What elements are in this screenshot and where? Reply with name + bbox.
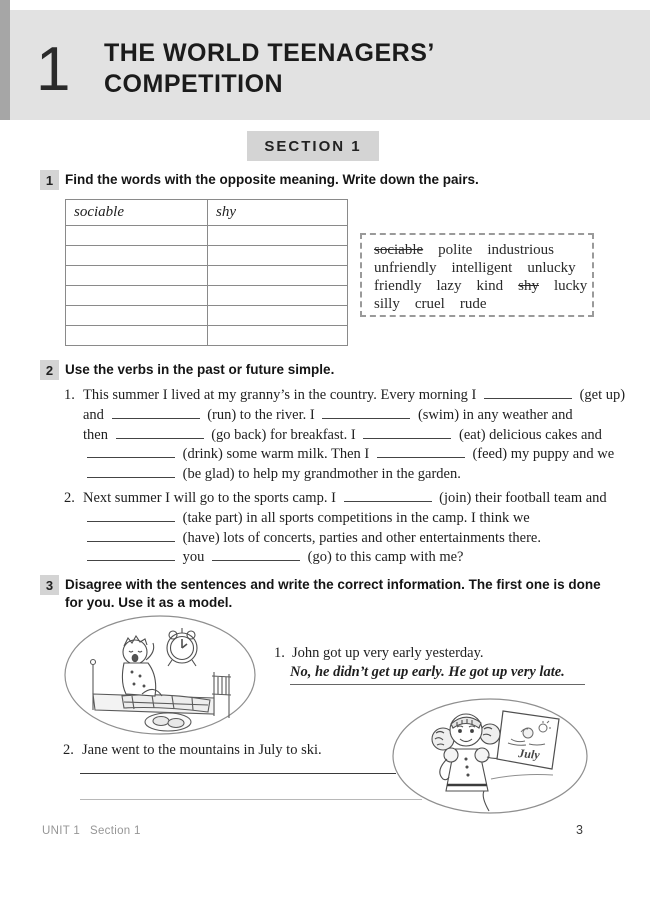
item-number: 1. [64,387,75,403]
word-bank-word: unlucky [527,260,576,276]
fill-in-blank [377,445,465,458]
exercise2-items [64,386,626,572]
section-heading: SECTION 1 [247,131,379,161]
exercise2-number-chip: 2 [40,360,59,380]
table-row [66,286,348,306]
word-bank-word: silly [374,296,400,312]
fill-in-blank [363,426,451,439]
word-bank-word: polite [438,242,473,258]
table-header-cell: sociable [66,200,208,226]
exercise2-item [64,386,626,485]
word-bank-line [374,259,580,277]
fill-in-blank [484,386,572,399]
girl-calendar-illustration [391,697,590,816]
exercise2-item [64,489,609,568]
table-empty-cell [66,226,208,246]
table-empty-cell [66,286,208,306]
table-empty-cell [208,226,348,246]
table-empty-cell [208,266,348,286]
exercise3-item2-number: 2. [63,742,74,758]
item-lines [83,489,609,568]
exercise3-number-chip: 3 [40,575,59,595]
page-number: 3 [576,823,583,837]
answer-line-1 [80,773,396,774]
table-empty-cell [66,306,208,326]
word-bank-line [374,295,580,313]
page-edge-strip [0,0,10,120]
answer-line-2 [80,799,422,800]
fill-in-blank [116,426,204,439]
exercise3-item1-number: 1. [274,645,285,661]
exercise1-number-chip: 1 [40,170,59,190]
boy-waking-svg [62,614,258,737]
word-bank-word: friendly [374,278,422,294]
item-lines [83,386,625,485]
unit-number: 1 [36,35,69,104]
sentence-line: (be glad) to help my grandmother in the garden. [83,465,625,485]
word-bank-word: lazy [436,278,462,294]
table-header-cell: shy [208,200,348,226]
fill-in-blank [87,445,175,458]
word-bank-word: rude [459,296,487,312]
fill-in-blank [322,406,410,419]
sentence-line: Next summer I will go to the sports camp. I (join) their football team and [83,489,607,506]
exercise3-item2-sentence: Jane went to the mountains in July to ski. [82,742,322,758]
calendar-page [497,711,559,769]
sentence-line: then (go back) for breakfast. I (eat) delicious cakes and [83,426,602,443]
fill-in-blank [112,406,200,419]
word-bank-word: lucky [553,278,588,294]
sentence-line: This summer I lived at my granny’s in the country. Every morning I (get up) [83,387,626,403]
unit-title-line1: THE WORLD TEENAGERS’ [104,39,435,67]
slippers [145,713,191,731]
table-empty-cell [208,246,348,266]
table-row [66,306,348,326]
table-empty-cell [208,286,348,306]
fill-in-blank [87,509,175,522]
unit-title [104,38,435,100]
table-row [66,246,348,266]
sentence-line: (have) lots of concerts, parties and other entertainments there. [83,529,609,549]
table-row [66,266,348,286]
opposites-table [65,199,348,346]
bed [91,660,232,719]
alarm-clock [167,628,197,666]
word-bank-box [360,233,594,317]
table-empty-cell [66,266,208,286]
calendar-month-label: July [517,746,541,762]
table-empty-cell [66,246,208,266]
girl-calendar-svg [391,697,590,816]
table-row [66,326,348,346]
word-bank-word: intelligent [451,260,513,276]
word-bank-line [374,241,580,259]
sentence-line: (drink) some warm milk. Then I (feed) my puppy and we [83,445,625,465]
sentence-line: and (run) to the river. I (swim) in any weather and [83,406,573,423]
word-bank-word: cruel [414,296,445,312]
exercise3-item1-answer: No, he didn’t get up early. He got up very late. [290,664,585,685]
boy-waking-illustration [62,614,258,737]
word-bank-word: unfriendly [374,260,437,276]
word-bank-word: industrious [487,242,555,258]
fill-in-blank [212,548,300,561]
girl [432,714,511,811]
exercise3-item1-sentence: John got up very early yesterday. [292,645,484,661]
word-bank-word: shy [518,278,539,294]
item-number: 2. [64,489,75,506]
table-row [66,226,348,246]
footer-unit-label: UNIT 1 [42,825,81,837]
table-header-row [66,200,348,226]
boy [122,636,162,696]
exercise3-task: Disagree with the sentences and write the correct information. The first one is done for you. Use it as a model. [65,577,601,610]
word-bank-line [374,277,588,295]
footer-breadcrumb [42,825,141,837]
table-empty-cell [208,326,348,346]
word-bank-word: sociable [374,242,424,258]
footer-section-label: Section 1 [90,825,141,837]
unit-title-line2: COMPETITION [104,70,284,98]
exercise2-task: Use the verbs in the past or future simple. [65,362,335,377]
sentence-line: you (go) to this camp with me? [83,548,609,568]
fill-in-blank [344,489,432,502]
fill-in-blank [87,529,175,542]
exercise1-task: Find the words with the opposite meaning. Write down the pairs. [65,172,479,187]
fill-in-blank [87,465,175,478]
fill-in-blank [87,548,175,561]
table-empty-cell [66,326,208,346]
word-bank-word: kind [476,278,504,294]
table-empty-cell [208,306,348,326]
sentence-line: (take part) in all sports competitions in the camp. I think we [83,509,609,529]
